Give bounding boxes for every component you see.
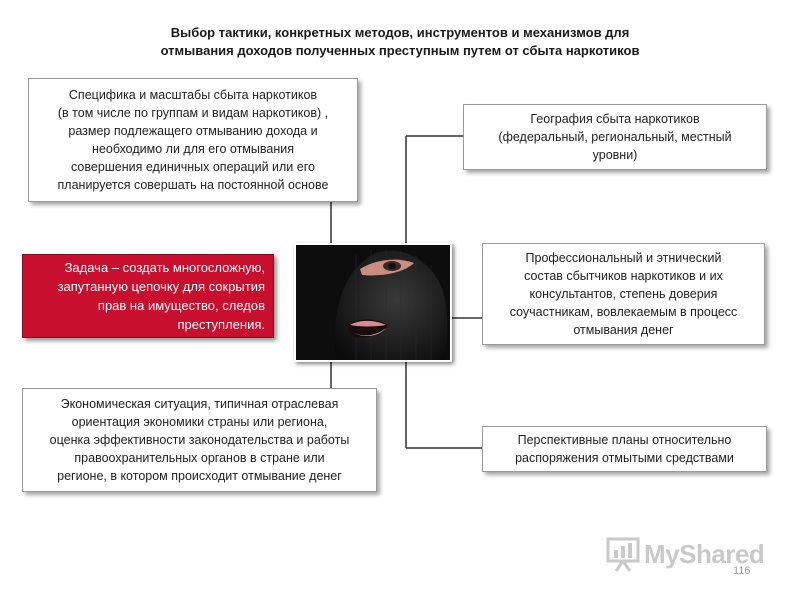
box-line: оценка эффективности законодательства и работы (49, 433, 350, 447)
box-professional-composition (482, 243, 765, 345)
box-line: необходимо ли для его отмывания (92, 142, 294, 156)
box-line: регионе, в котором происходит отмывание денег (57, 469, 342, 483)
balaclava-photo (294, 243, 452, 362)
box-line: уровни) (592, 148, 638, 162)
task-box (22, 254, 274, 338)
watermark-text: MyShared (644, 538, 765, 569)
box-future-plans (482, 426, 767, 472)
title-line-1: Выбор тактики, конкретных методов, инструментов и механизмов для (170, 25, 630, 40)
box-line: планируется совершать на постоянной основе (57, 178, 329, 192)
box-line: ориентация экономики страны или региона, (71, 415, 328, 429)
box-line: отмывания денег (573, 323, 674, 337)
box-drug-trade-specifics (28, 78, 358, 202)
balaclava-face-illustration (296, 245, 450, 360)
task-line: запутанную цепочку для сокрытия (57, 279, 265, 294)
title-line-2: отмывания доходов полученных преступным путем от сбыта наркотиков (160, 43, 640, 58)
task-line: Задача – создать многосложную, (64, 260, 265, 275)
box-line: консультантов, степень доверия (529, 287, 718, 301)
box-geography (463, 104, 767, 170)
box-line: Профессиональный и этнический (525, 251, 722, 265)
presentation-board-icon (606, 536, 644, 572)
box-line: соучастникам, вовлекаемым в процесс (509, 305, 738, 319)
task-line: прав на имущество, следов (97, 298, 265, 313)
box-line: размер подлежащего отмыванию дохода и (68, 124, 318, 138)
box-line: Перспективные планы относительно (517, 433, 732, 447)
box-line: Экономическая ситуация, типичная отраслевая (60, 397, 339, 411)
box-line: Специфика и масштабы сбыта наркотиков (68, 88, 318, 102)
box-line: (федеральный, региональный, местный (498, 130, 732, 144)
box-line: География сбыта наркотиков (530, 112, 700, 126)
box-line: состав сбытчиков наркотиков и их (524, 269, 723, 283)
task-line: преступления. (177, 317, 265, 332)
box-line: правоохранительных органов в стране или (74, 451, 325, 465)
box-economic-situation (22, 388, 377, 492)
box-line: совершения единичных операций или его (71, 160, 315, 174)
page-number: 116 (733, 565, 751, 577)
box-line: распоряжения отмытыми средствами (515, 451, 734, 465)
box-line: (в том числе по группам и видам наркотиков) , (57, 106, 329, 120)
